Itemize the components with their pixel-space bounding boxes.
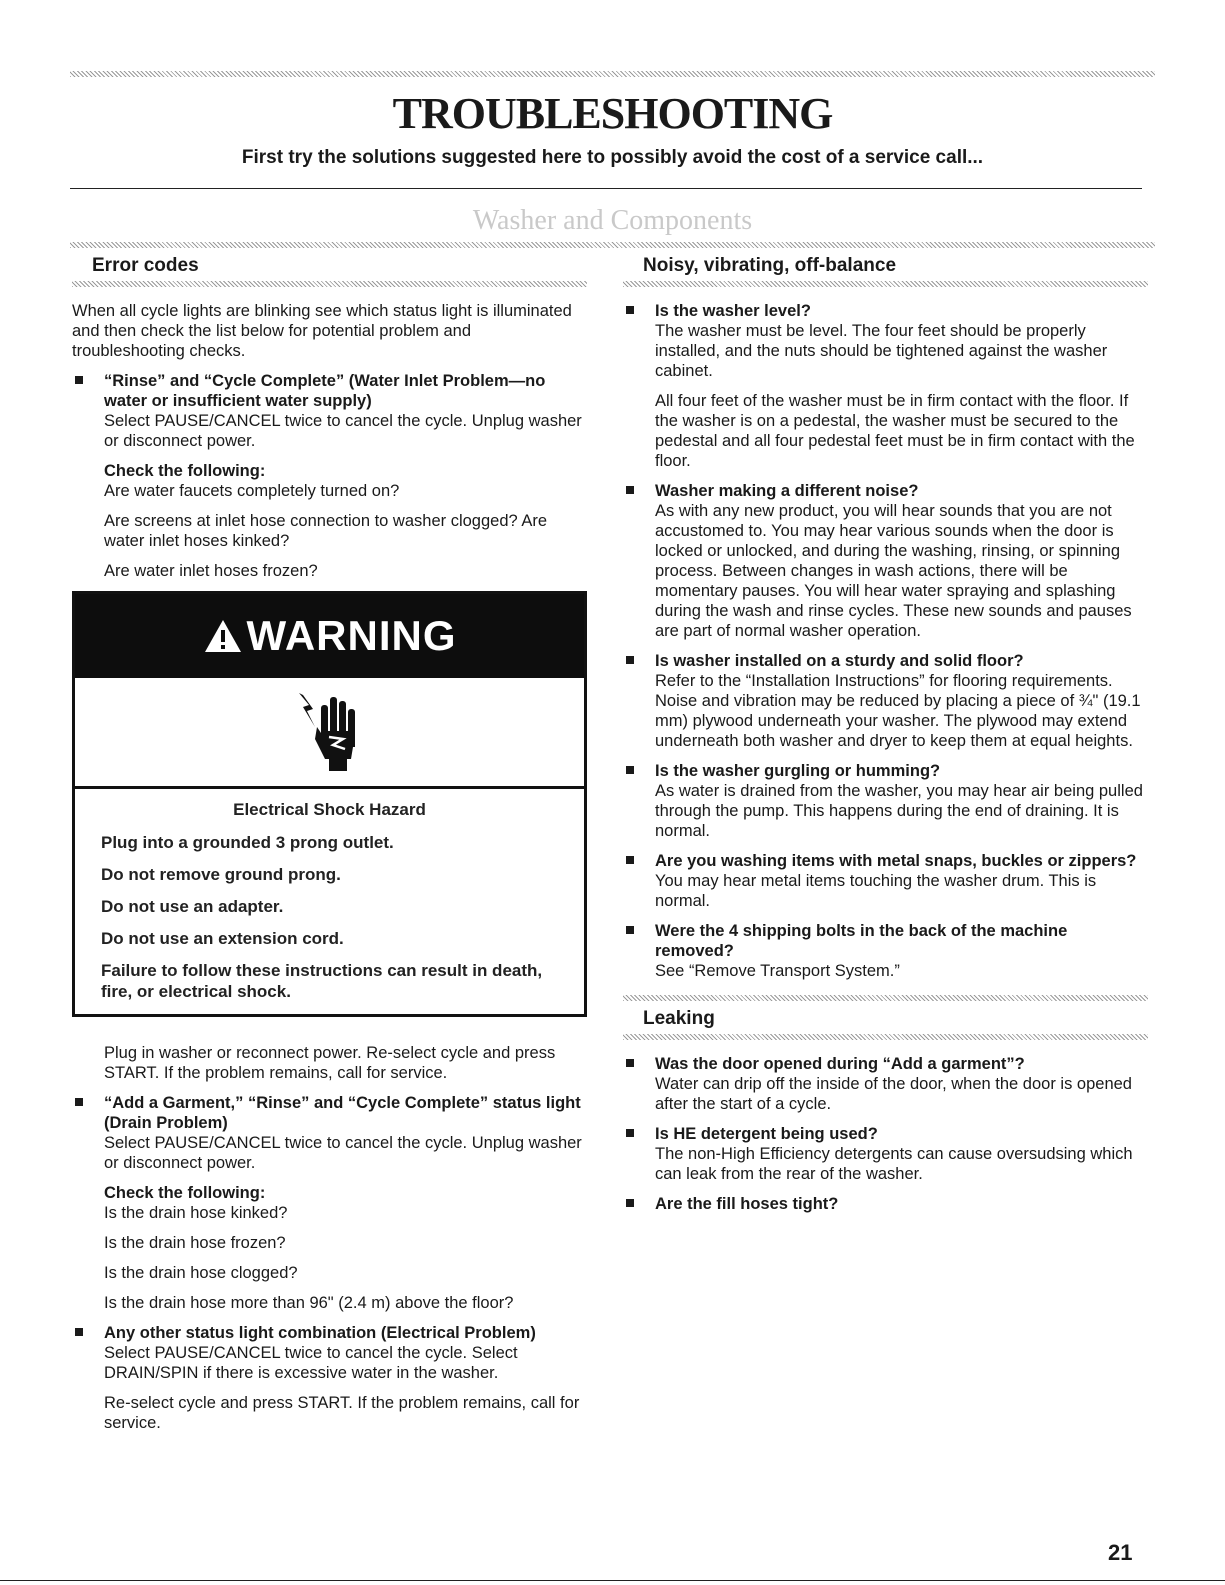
- list-item: [623, 851, 1148, 911]
- item-question: Is the washer level?: [655, 302, 811, 320]
- list-item: [72, 1093, 587, 1313]
- item-question: Is HE detergent being used?: [655, 1125, 878, 1143]
- bullet-icon: [626, 306, 634, 314]
- item-text: As water is drained from the washer, you may hear air being pulled through the pump. This happens during the end of draining. It is normal.: [655, 782, 1143, 840]
- after-warning-text: Plug in washer or reconnect power. Re-select cycle and press START. If the problem remains, call for service.: [104, 1044, 556, 1082]
- item-text: Select PAUSE/CANCEL twice to cancel the cycle. Unplug washer or disconnect power.: [104, 412, 582, 450]
- bullet-icon: [75, 376, 83, 384]
- warning-line: Do not remove ground prong.: [101, 865, 341, 884]
- list-item: [623, 761, 1148, 841]
- section-hatch-rule: [623, 995, 1148, 1001]
- check-text: Is the drain hose clogged?: [104, 1264, 298, 1282]
- error-codes-heading: Error codes: [92, 255, 199, 276]
- item-question: Are you washing items with metal snaps, buckles or zippers?: [655, 852, 1137, 870]
- item-question: Were the 4 shipping bolts in the back of the machine removed?: [655, 922, 1068, 960]
- top-hatch-rule: [70, 71, 1155, 77]
- check-text: Are screens at inlet hose connection to washer clogged? Are water inlet hoses kinked?: [104, 512, 548, 550]
- page-subtitle: First try the solutions suggested here to possibly avoid the cost of a service call...: [241, 147, 984, 168]
- warning-banner: [75, 594, 584, 678]
- bullet-icon: [626, 1199, 634, 1207]
- list-item: [623, 921, 1148, 981]
- item-text: Water can drip off the inside of the door, when the door is opened after the start of a cycle.: [655, 1075, 1132, 1113]
- bullet-icon: [626, 1059, 634, 1067]
- warning-box: [72, 591, 587, 1017]
- item-question: “Add a Garment,” “Rinse” and “Cycle Complete” status light (Drain Problem): [104, 1094, 581, 1132]
- noisy-heading: Noisy, vibrating, off-balance: [643, 255, 897, 276]
- item-question: Any other status light combination (Electrical Problem): [104, 1324, 536, 1342]
- bullet-icon: [75, 1328, 83, 1336]
- check-text: Are water inlet hoses frozen?: [104, 562, 318, 580]
- check-label: Check the following:: [104, 1184, 266, 1202]
- item-text: See “Remove Transport System.”: [655, 962, 900, 980]
- item-text: Select PAUSE/CANCEL twice to cancel the cycle. Unplug washer or disconnect power.: [104, 1134, 582, 1172]
- section-title: Washer and Components: [472, 205, 753, 236]
- heading-hatch-rule: [72, 281, 587, 287]
- warning-banner-text: WARNING: [246, 612, 457, 659]
- left-column: [72, 256, 587, 1443]
- right-column: [623, 256, 1148, 1224]
- section-hatch-rule: [70, 242, 1155, 248]
- bottom-rule: [0, 1580, 1225, 1581]
- check-text: Is the drain hose kinked?: [104, 1204, 288, 1222]
- list-item: [623, 481, 1148, 641]
- heading-hatch-rule: [623, 281, 1148, 287]
- item-question: Was the door opened during “Add a garment”?: [655, 1055, 1025, 1073]
- error-codes-intro: When all cycle lights are blinking see which status light is illuminated and then check the list below for potential problem and troubleshooting checks.: [72, 302, 572, 360]
- check-text: Is the drain hose more than 96" (2.4 m) above the floor?: [104, 1294, 514, 1312]
- list-item: [623, 301, 1148, 471]
- bullet-icon: [626, 656, 634, 664]
- warning-line: Failure to follow these instructions can result in death, fire, or electrical shock.: [101, 961, 543, 1001]
- warning-icon-area: [75, 678, 584, 789]
- warning-line: Plug into a grounded 3 prong outlet.: [101, 833, 394, 852]
- item-text: Re-select cycle and press START. If the problem remains, call for service.: [104, 1394, 580, 1432]
- header-divider: [70, 188, 1142, 189]
- item-text: The non-High Efficiency detergents can cause oversudsing which can leak from the rear of the washer.: [655, 1145, 1133, 1183]
- heading-hatch-rule: [623, 1034, 1148, 1040]
- item-question: Is the washer gurgling or humming?: [655, 762, 941, 780]
- warning-line: Do not use an adapter.: [101, 897, 284, 916]
- item-question: Washer making a different noise?: [655, 482, 919, 500]
- item-text: Refer to the “Installation Instructions” for flooring requirements. Noise and vibration may be reduced by placing a piece of ¾" (19.1 mm) plywood underneath your washer. The plywood may extend underneath both washer and dryer to keep them at equal heights.: [655, 672, 1141, 750]
- check-label: Check the following:: [104, 462, 266, 480]
- bullet-icon: [626, 486, 634, 494]
- item-text: The washer must be level. The four feet should be properly installed, and the nuts should be tightened against the washer cabinet.: [655, 322, 1108, 380]
- item-text: You may hear metal items touching the washer drum. This is normal.: [655, 872, 1097, 910]
- bullet-icon: [626, 766, 634, 774]
- alert-triangle-icon: [203, 618, 243, 654]
- list-item: [623, 1124, 1148, 1184]
- leaking-heading: Leaking: [643, 1008, 715, 1029]
- item-question: Is washer installed on a sturdy and solid floor?: [655, 652, 1024, 670]
- warning-hazard-title: Electrical Shock Hazard: [233, 800, 426, 819]
- list-item: [72, 371, 587, 581]
- warning-line: Do not use an extension cord.: [101, 929, 344, 948]
- bullet-icon: [626, 926, 634, 934]
- page-title: TROUBLESHOOTING: [392, 89, 833, 138]
- list-item: [623, 651, 1148, 751]
- item-text: As with any new product, you will hear sounds that you are not accustomed to. You may hear various sounds when the door is locked or unlocked, and during the washing, rinsing, or spinning process. Between changes in wash actions, there will be momentary pauses. You will hear water spraying and splashing during the wash and rinse cycles. These new sounds and pauses are part of normal washer operation.: [655, 502, 1132, 640]
- bullet-icon: [626, 856, 634, 864]
- list-item: [623, 1054, 1148, 1114]
- item-text: All four feet of the washer must be in firm contact with the floor. If the washer is on a pedestal, the washer must be secured to the pedestal and all four pedestal feet must be in firm contact with the floor.: [655, 392, 1135, 470]
- bullet-icon: [75, 1098, 83, 1106]
- check-text: Are water faucets completely turned on?: [104, 482, 400, 500]
- check-text: Is the drain hose frozen?: [104, 1234, 286, 1252]
- item-question: Are the fill hoses tight?: [655, 1195, 839, 1213]
- item-question: “Rinse” and “Cycle Complete” (Water Inlet Problem—no water or insufficient water supply): [104, 372, 546, 410]
- list-item: [623, 1194, 1148, 1214]
- bullet-icon: [626, 1129, 634, 1137]
- warning-body: [75, 789, 584, 1014]
- page-number: 21: [1108, 1540, 1133, 1565]
- list-item: [72, 1323, 587, 1433]
- electric-shock-hand-icon: [295, 687, 365, 777]
- item-text: Select PAUSE/CANCEL twice to cancel the cycle. Select DRAIN/SPIN if there is excessive water in the washer.: [104, 1344, 518, 1382]
